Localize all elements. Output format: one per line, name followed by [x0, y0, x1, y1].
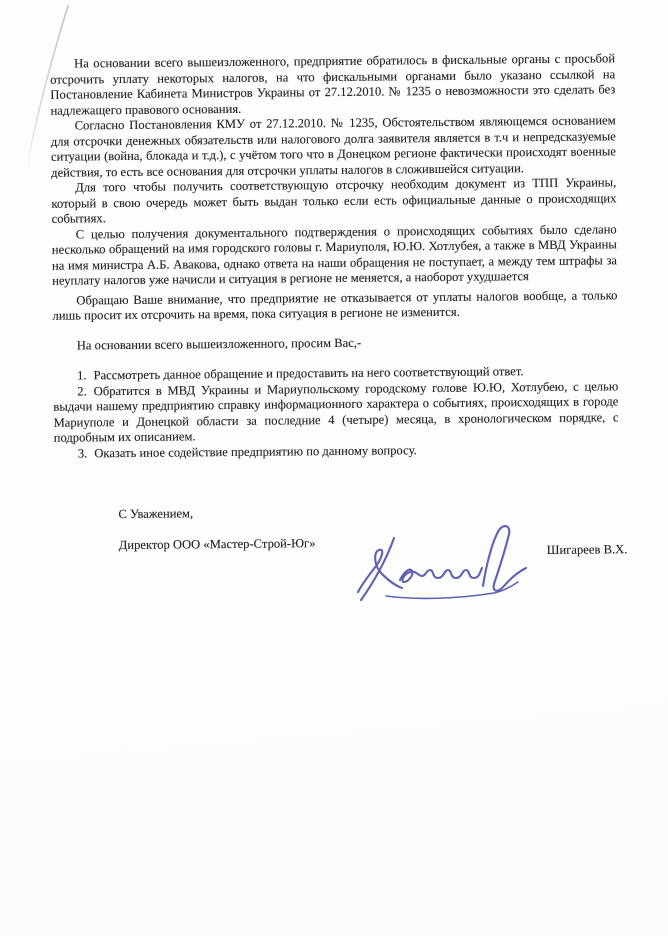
letter-body [50, 51, 628, 578]
list-item-3-number: 3. [77, 445, 88, 460]
paragraph-1: На основании всего вышеизложенного, предприятие обратилось в фискальные органы с просьбой отсрочить уплату некоторых налогов, на что фискальными органами было указано ссылкой на Постановление Кабинета Министров Украины от 27.12.2010. № 1235 о невозможности это сделать без надлежащего правового основания. [50, 51, 616, 118]
paragraph-5: Обращаю Ваше внимание, что предприятие не отказывается от уплаты налогов вообще, а только лишь просит их отсрочить на время, пока ситуация в регионе не изменится. [52, 287, 618, 323]
closing-block [54, 502, 628, 578]
closing-name: Шигареев В.Х. [546, 541, 628, 557]
request-list [53, 363, 619, 461]
signature-row [118, 533, 628, 578]
list-item-1-number: 1. [77, 368, 87, 383]
list-item-2 [53, 379, 619, 446]
closing-position: Директор ООО «Мастер-Строй-Юг» [118, 535, 316, 552]
list-item-3-text: Оказать иное содействие предприятию по данному вопросу. [94, 442, 417, 460]
paragraph-2: Согласно Постановления КМУ от 27.12.2010. № 1235, Обстоятельством являющемся основанием для отсрочки денежных обязательств или налогового долга заявителя является в т.ч и непредсказуемые ситуации (война, блокада и т.д.), с учётом того что в Донецком регионе фактически происходят военные действия, то есть все основания для отсрочки уплаты налогов в сложившейся ситуации. [50, 113, 617, 180]
paragraph-3: Для того чтобы получить соответствующую отсрочку необходим документ из ТПП Украины, который в свою очередь может быть выдан только если есть официальные данные о происходящих событиях. [51, 175, 617, 226]
paragraph-4: С целью получения документального подтверждения о происходящих событиях было сделано несколько обращений на имя городского головы г. Мариуполя, Ю.Ю. Хотлубея, а также в МВД Украины на имя министра А.Б. Авакова, однако ответа на наши обращения не поступает, а между тем штрафы за неуплату налогов уже начисли и ситуация в регионе не меняется, а наоборот ухудшается [51, 221, 618, 288]
request-intro-line: На основании всего вышеизложенного, просим Вас,- [76, 335, 362, 352]
list-item-1-text: Рассмотреть данное обращение и предоставить на него соответствующий ответ. [93, 364, 524, 383]
closing-salutation: С Уважением, [118, 506, 194, 522]
list-item-2-text: Обратится в МВД Украины и Мариупольскому городскому голове Ю.Ю, Хотлубею, с целью выдачи нашему предприятию справку информационного характера о событиях, происходящих в городе Мариуполе и Донецкой области за последние 4 (четыре) месяца, в хронологическом порядке, с подробным их описанием. [53, 378, 619, 445]
list-item-2-number: 2. [77, 383, 87, 398]
